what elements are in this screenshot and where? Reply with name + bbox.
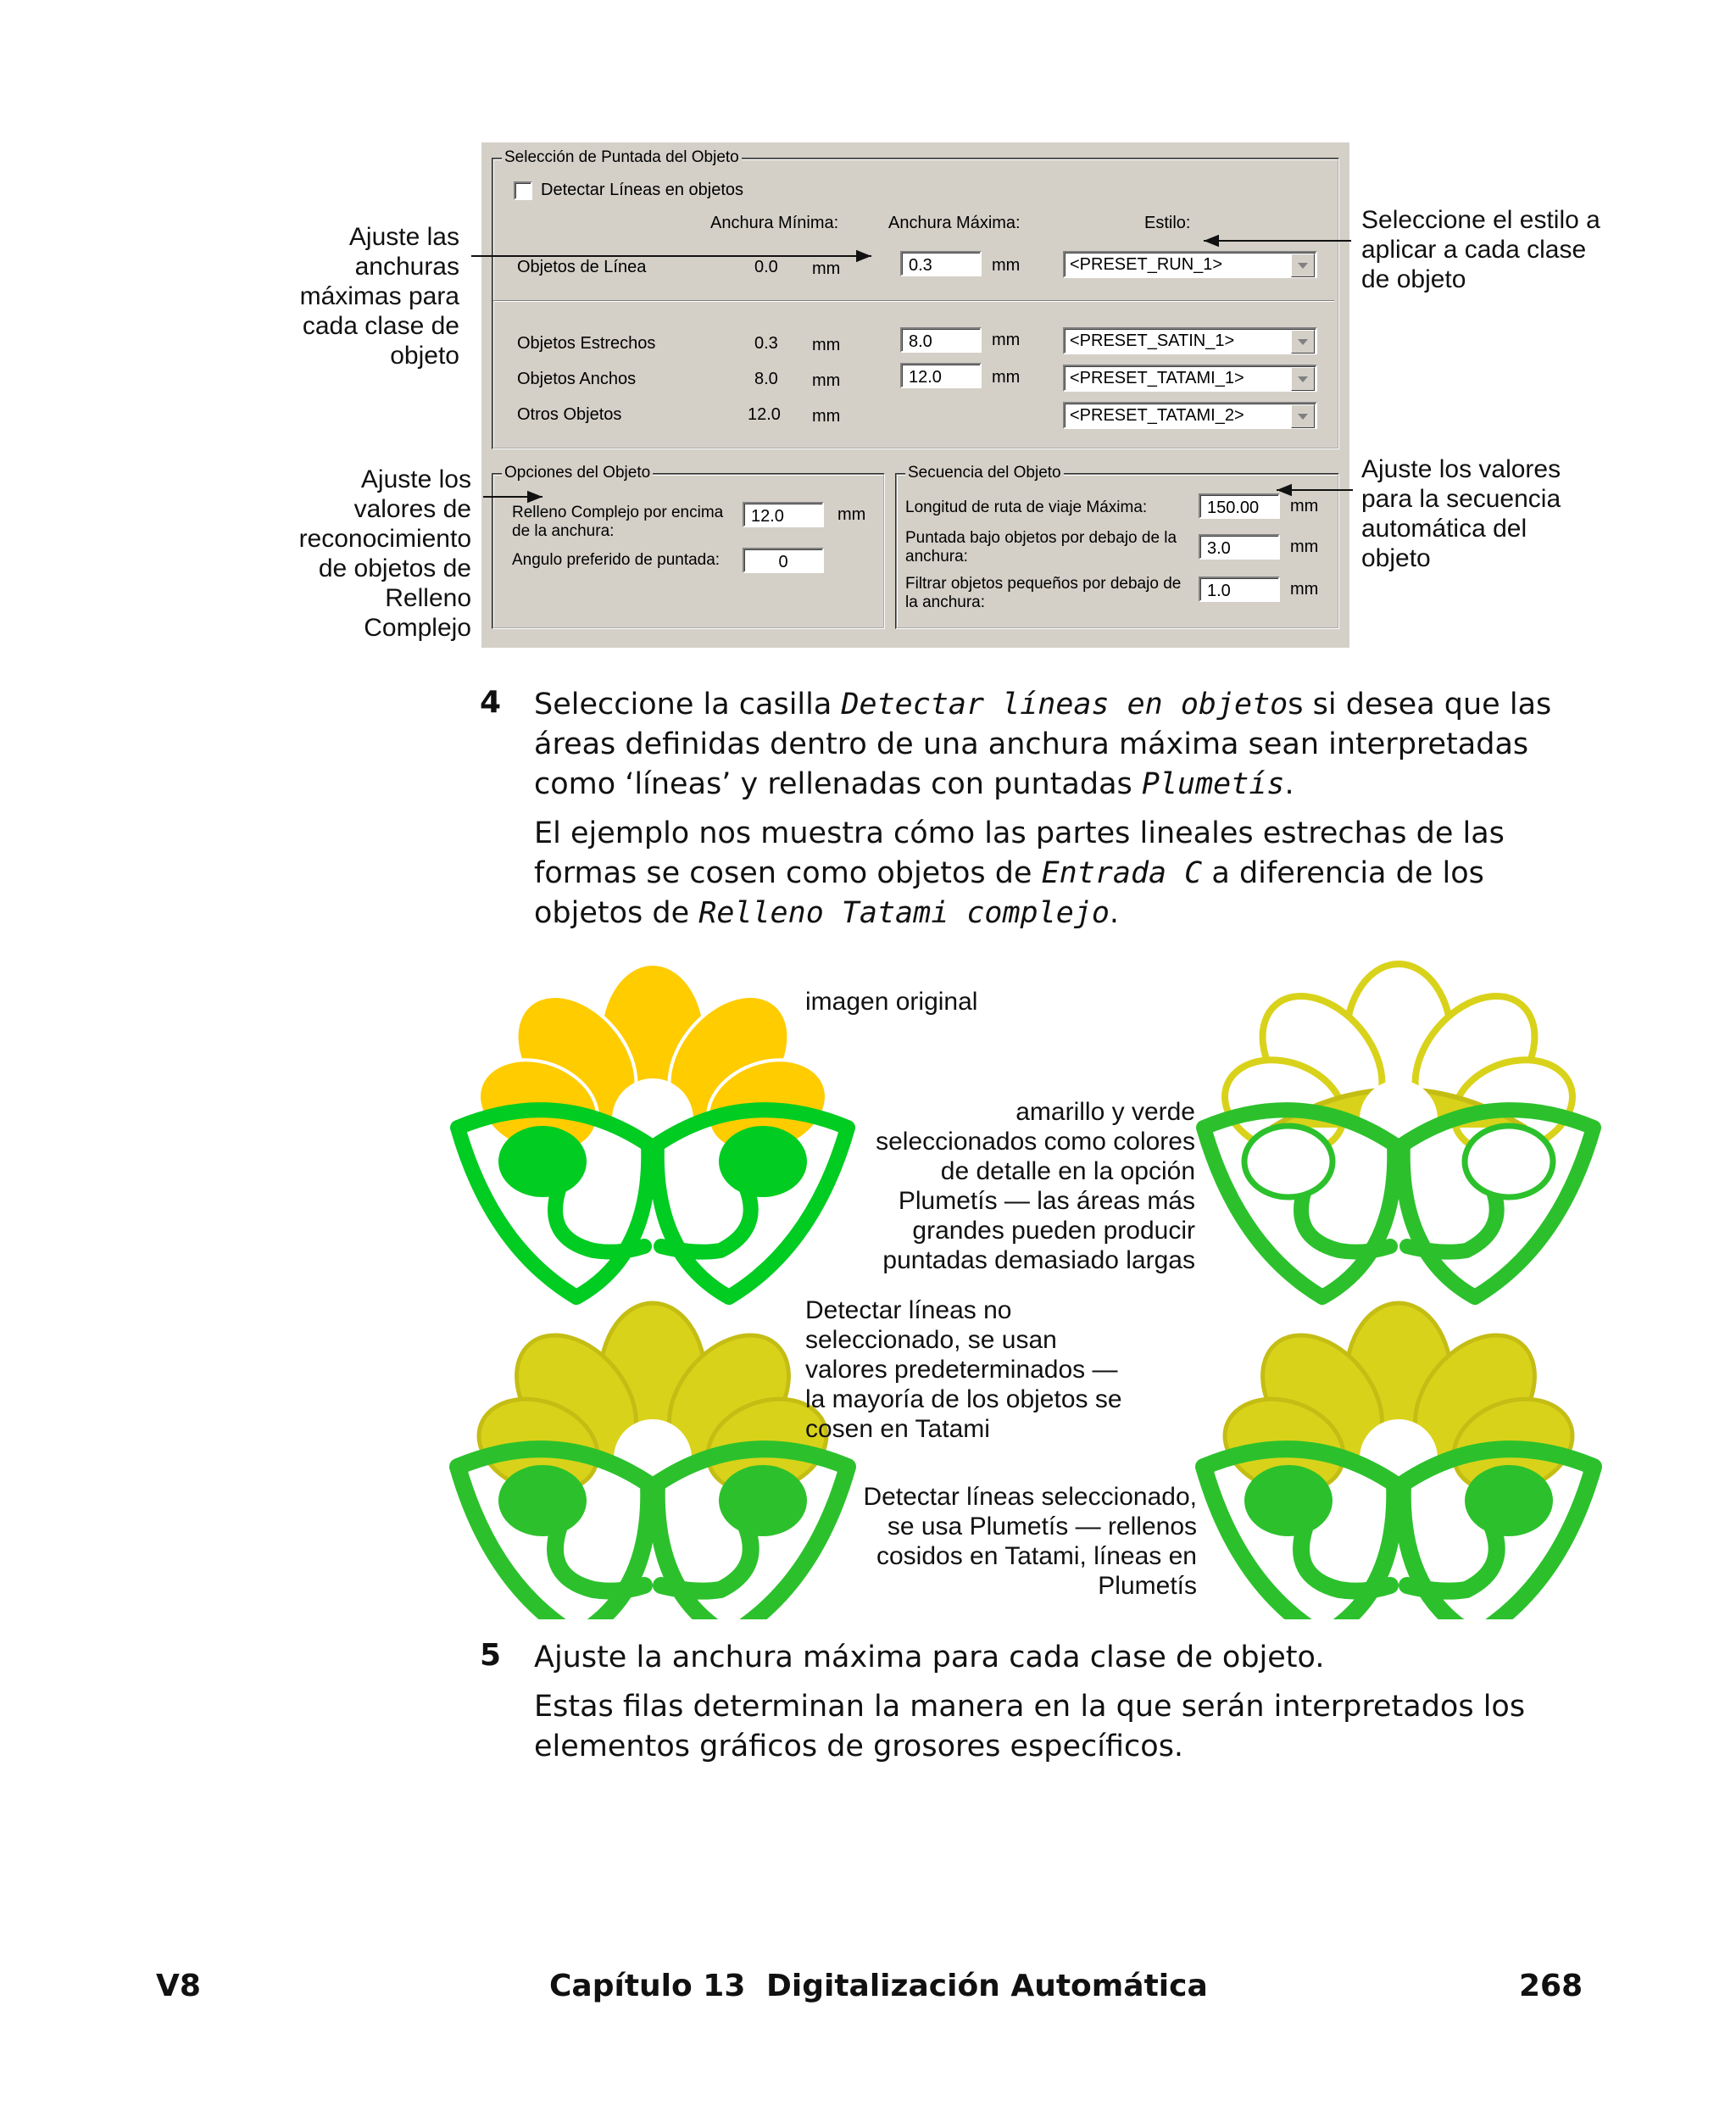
complex-fill-input[interactable]: 12.0 bbox=[743, 502, 824, 527]
callout-max-widths: Ajuste las anchuras máximas para cada clase de objeto bbox=[299, 223, 459, 370]
original-image bbox=[458, 964, 848, 1297]
stitch-selection-legend: Selección de Puntada del Objeto bbox=[502, 148, 742, 167]
complex-fill-unit: mm bbox=[837, 505, 866, 524]
complex-fill-label: Relleno Complejo por encima de la anchura: bbox=[512, 504, 724, 540]
row-line-min-unit: mm bbox=[812, 259, 841, 278]
step-4-paragraph-1 bbox=[534, 685, 1585, 805]
detail-colors-result bbox=[1204, 964, 1594, 1297]
label-original-image: imagen original bbox=[805, 988, 978, 1016]
travel-unit: mm bbox=[1290, 497, 1319, 515]
object-sequence-legend: Secuencia del Objeto bbox=[905, 464, 1064, 482]
row-line-max-unit: mm bbox=[992, 256, 1021, 275]
row-line-style-value: <PRESET_RUN_1> bbox=[1070, 255, 1223, 274]
row-wide-max-unit: mm bbox=[992, 368, 1021, 387]
filter-input[interactable]: 1.0 bbox=[1199, 577, 1280, 602]
label-detail-colors: amarillo y verde seleccionados como colores de detalle en la opción Plumetís — las áreas más grandes pueden producir puntadas demasiado largas bbox=[876, 1098, 1195, 1274]
text-run: El ejemplo nos muestra cómo las partes lineales estrechas de las formas se cosen como objetos de bbox=[534, 816, 1505, 890]
emphasis-run: Relleno Tatami complejo bbox=[698, 896, 1110, 930]
step-5-number: 5 bbox=[480, 1638, 502, 1673]
text-run: Seleccione la casilla bbox=[534, 688, 842, 721]
emphasis-run: Plumetís bbox=[1141, 767, 1285, 801]
text-run: . bbox=[1284, 767, 1294, 801]
text-run: s si desea que las áreas definidas dentro de una anchura máxima sean interpretadas como ‘líneas’ y rellenadas con puntadas bbox=[534, 688, 1552, 801]
detect-lines-on-result bbox=[1204, 1303, 1594, 1619]
row-other-label: Otros Objetos bbox=[517, 405, 622, 424]
row-narrow-min-unit: mm bbox=[812, 336, 841, 354]
row-wide-min: 8.0 bbox=[754, 370, 778, 388]
label-detect-lines-off: Detectar líneas no seleccionado, se usan valores predeterminados — la mayoría de los objetos se cosen en Tatami bbox=[805, 1296, 1122, 1443]
emphasis-run: Detectar líneas en objeto bbox=[841, 688, 1288, 721]
row-other-style-value: <PRESET_TATAMI_2> bbox=[1070, 406, 1244, 425]
object-options-legend: Opciones del Objeto bbox=[502, 464, 653, 482]
step-5-paragraph-1: Ajuste la anchura máxima para cada clase de objeto. bbox=[534, 1641, 1325, 1674]
row-wide-label: Objetos Anchos bbox=[517, 370, 637, 388]
filter-label: Filtrar objetos pequeños por debajo de la anchura: bbox=[905, 575, 1182, 611]
callout-complex-fill: Ajuste los valores de reconocimiento de objetos de Relleno Complejo bbox=[298, 465, 471, 642]
row-wide-style-value: <PRESET_TATAMI_1> bbox=[1070, 369, 1244, 387]
col-style-header: Estilo: bbox=[1144, 214, 1191, 232]
angle-input[interactable]: 0 bbox=[743, 548, 824, 573]
callout-style: Seleccione el estilo a aplicar a cada clase de objeto bbox=[1361, 206, 1600, 293]
row-narrow-label: Objetos Estrechos bbox=[517, 334, 656, 353]
under-unit: mm bbox=[1290, 538, 1319, 556]
col-min-header: Anchura Mínima: bbox=[710, 214, 839, 232]
col-max-header: Anchura Máxima: bbox=[888, 214, 1021, 232]
row-wide-min-unit: mm bbox=[812, 371, 841, 390]
emphasis-run: Entrada C bbox=[1041, 856, 1203, 890]
text-run: a diferencia de los objetos de bbox=[534, 856, 1484, 930]
row-wide-max-input[interactable]: 12.0 bbox=[900, 363, 982, 388]
step-4-number: 4 bbox=[480, 685, 502, 720]
row-line-max-input[interactable]: 0.3 bbox=[900, 251, 982, 276]
under-input[interactable]: 3.0 bbox=[1199, 534, 1280, 560]
row-line-label: Objetos de Línea bbox=[517, 258, 647, 276]
text-run: . bbox=[1109, 896, 1120, 930]
step-5-paragraph-2: Estas filas determinan la manera en la que serán interpretados los elementos gráficos de grosores específicos. bbox=[534, 1690, 1526, 1763]
under-label: Puntada bajo objetos por debajo de la anchura: bbox=[905, 529, 1177, 565]
row-other-min: 12.0 bbox=[748, 405, 781, 424]
filter-unit: mm bbox=[1290, 580, 1319, 599]
footer-version: V8 bbox=[156, 1969, 201, 2003]
detect-lines-label: Detectar Líneas en objetos bbox=[541, 181, 744, 199]
row-line-min: 0.0 bbox=[754, 258, 778, 276]
travel-label: Longitud de ruta de viaje Máxima: bbox=[905, 499, 1148, 516]
footer-chapter: Capítulo 13 bbox=[549, 1969, 746, 2003]
row-narrow-style-value: <PRESET_SATIN_1> bbox=[1070, 331, 1235, 350]
row-narrow-max-input[interactable]: 8.0 bbox=[900, 327, 982, 353]
detect-lines-off-result bbox=[458, 1303, 848, 1619]
callout-arrows bbox=[0, 0, 1736, 678]
angle-label: Angulo preferido de puntada: bbox=[512, 551, 721, 569]
footer-chapter-title: Digitalización Automática bbox=[766, 1969, 1208, 2003]
travel-input[interactable]: 150.00 bbox=[1199, 493, 1280, 519]
label-detect-lines-on: Detectar líneas seleccionado, se usa Plumetís — rellenos cosidos en Tatami, líneas en Plumetís bbox=[863, 1483, 1197, 1600]
row-narrow-max-unit: mm bbox=[992, 331, 1021, 349]
callout-sequence: Ajuste los valores para la secuencia automática del objeto bbox=[1361, 455, 1561, 572]
footer-page-number: 268 bbox=[1519, 1969, 1583, 2003]
row-other-min-unit: mm bbox=[812, 407, 841, 426]
step-4-paragraph-2 bbox=[534, 814, 1585, 933]
row-narrow-min: 0.3 bbox=[754, 334, 778, 353]
